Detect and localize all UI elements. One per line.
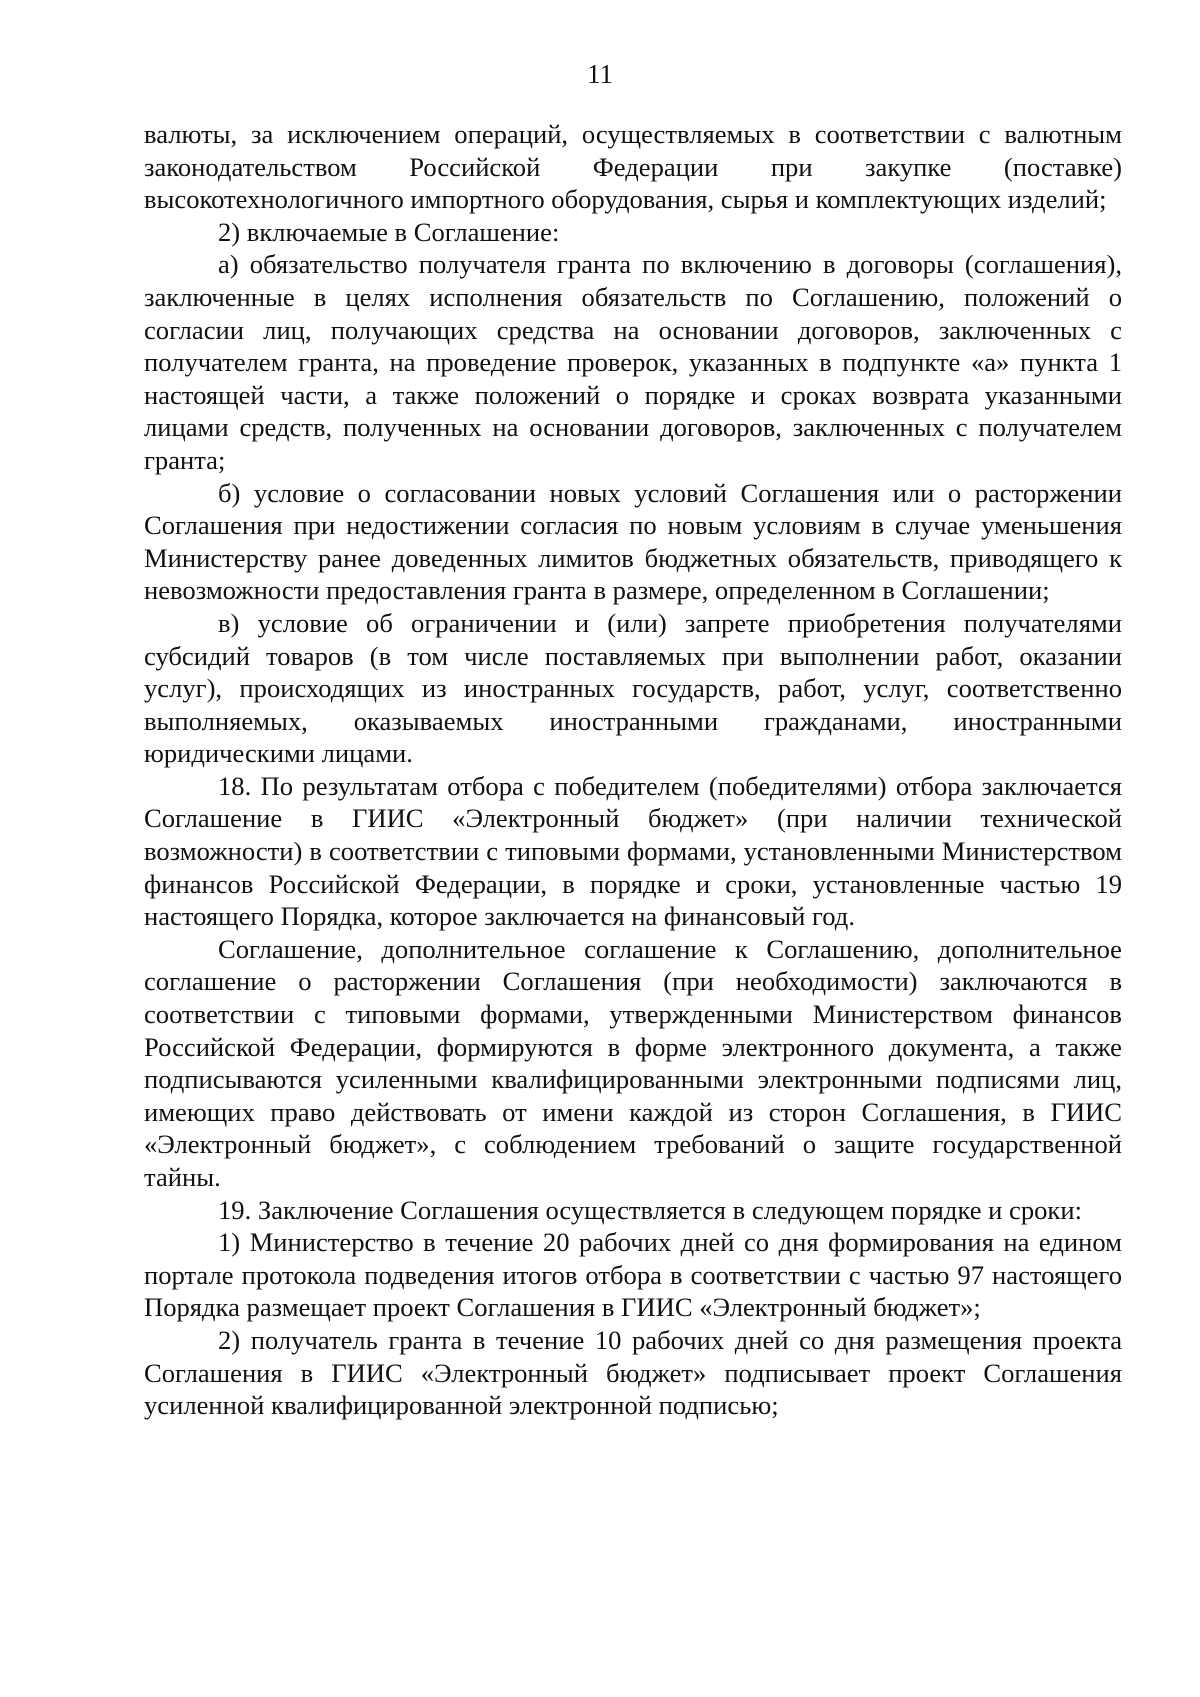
document-body [144,118,1122,1422]
paragraph-section-19: 19. Заключение Соглашения осуществляется в следующем порядке и сроки: [218,1194,1082,1225]
paragraph-subitem-b: б) условие о согласовании новых условий Соглашения или о расторжении Соглашения при недостижении согласия по новым условиям в случае уменьшения Министерству ранее доведенных лимитов бюджетных обязательств, приводящего к невозможности предоставления гранта в размере, определенном в Соглашении; [144,477,1122,606]
page-number: 11 [587,59,613,89]
paragraph-subitem-v: в) условие об ограничении и (или) запрете приобретения получателями субсидий товаров (в том числе поставляемых при выполнении работ, оказании услуг), происходящих из иностранных государств, работ, услуг, соответственно выполняемых, оказываемых иностранными гражданами, иностранными юридическими лицами. [144,607,1122,769]
paragraph-item-2-included: 2) включаемые в Соглашение: [218,216,560,247]
paragraph-agreement-forms: Соглашение, дополнительное соглашение к Соглашению, дополнительное соглашение о расторжении Соглашения (при необходимости) заключаются в соответствии с типовыми формами, утвержденными Министерством финансов Российской Федерации, формируются в форме электронного документа, а также подписываются усиленными квалифицированными электронными подписями лиц, имеющих право действовать от имени каждой из сторон Соглашения, в ГИИС «Электронный бюджет», с соблюдением требований о защите государственной тайны. [144,933,1122,1192]
paragraph-subitem-a: а) обязательство получателя гранта по включению в договоры (соглашения), заключенные в целях исполнения обязательств по Соглашению, положений о согласии лиц, получающих средства на основании договоров, заключенных с получателем гранта, на проведение проверок, указанных в подпункте «а» пункта 1 настоящей части, а также положений о порядке и сроках возврата указанными лицами средств, полученных на основании договоров, заключенных с получателем гранта; [144,249,1122,475]
paragraph-section-18: 18. По результатам отбора с победителем (победителями) отбора заключается Соглашение в ГИИС «Электронный бюджет» (при наличии технической возможности) в соответствии с типовыми формами, установленными Министерством финансов Российской Федерации, в порядке и сроки, установленные частью 19 настоящего Порядка, которое заключается на финансовый год. [144,770,1122,932]
paragraph-currency-continuation: валюты, за исключением операций, осуществляемых в соответствии с валютным законодательством Российской Федерации при закупке (поставке) высокотехнологичного импортного оборудования, сырья и комплектующих изделий; [144,119,1122,215]
paragraph-section-19-item-2: 2) получатель гранта в течение 10 рабочих дней со дня размещения проекта Соглашения в ГИИС «Электронный бюджет» подписывает проект Соглашения усиленной квалифицированной электронной подписью; [144,1324,1122,1421]
paragraph-section-19-item-1: 1) Министерство в течение 20 рабочих дней со дня формирования на едином портале протокола подведения итогов отбора в соответствии с частью 97 настоящего Порядка размещает проект Соглашения в ГИИС «Электронный бюджет»; [144,1227,1122,1323]
